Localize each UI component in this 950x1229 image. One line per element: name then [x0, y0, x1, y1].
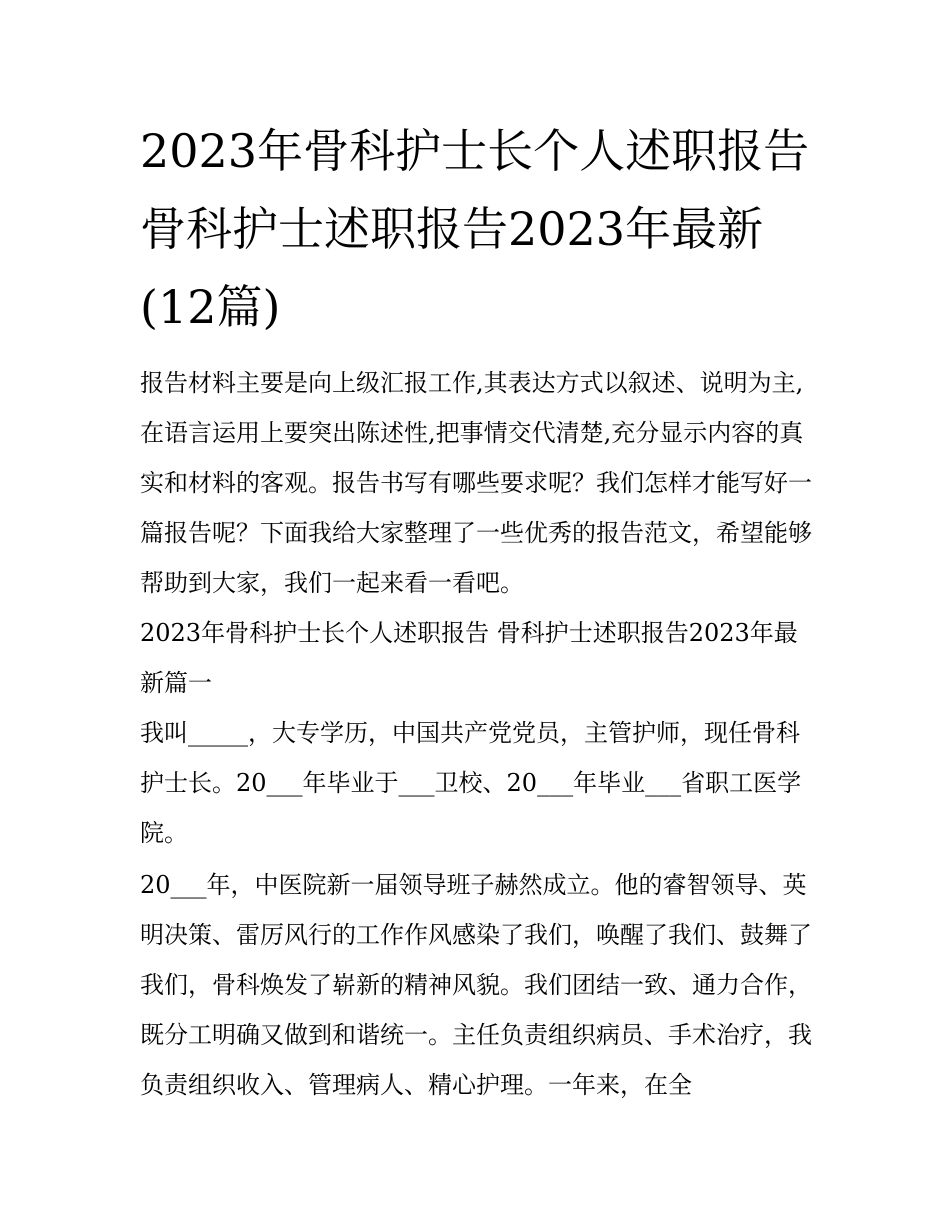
body-paragraph-1: 我叫_____，大专学历，中国共产党党员，主管护师，现任骨科护士长。20___年毕业于___卫校、20___年毕业___省职工医学院。	[140, 719, 802, 847]
section-heading: 2023年骨科护士长个人述职报告 骨科护士述职报告2023年最新篇一	[140, 619, 798, 697]
body-paragraph-2: 20___年，中医院新一届领导班子赫然成立。他的睿智领导、英明决策、雷厉风行的工作作风感染了我们，唤醒了我们、鼓舞了我们，骨科焕发了崭新的精神风貌。我们团结一致、通力合作，既分工明确又做到和谐统一。主任负责组织病员、手术治疗，我负责组织收入、管理病人、精心护理。一年来，在全	[140, 871, 812, 1099]
document-title: 2023年骨科护士长个人述职报告 骨科护士述职报告2023年最新(12篇)	[140, 124, 810, 334]
document-body	[140, 112, 815, 1110]
intro-paragraph: 报告材料主要是向上级汇报工作,其表达方式以叙述、说明为主,在语言运用上要突出陈述性,把事情交代清楚,充分显示内容的真实和材料的客观。报告书写有哪些要求呢？我们怎样才能写好一篇报告呢？下面我给大家整理了一些优秀的报告范文，希望能够帮助到大家，我们一起来看一看吧。	[140, 369, 812, 597]
